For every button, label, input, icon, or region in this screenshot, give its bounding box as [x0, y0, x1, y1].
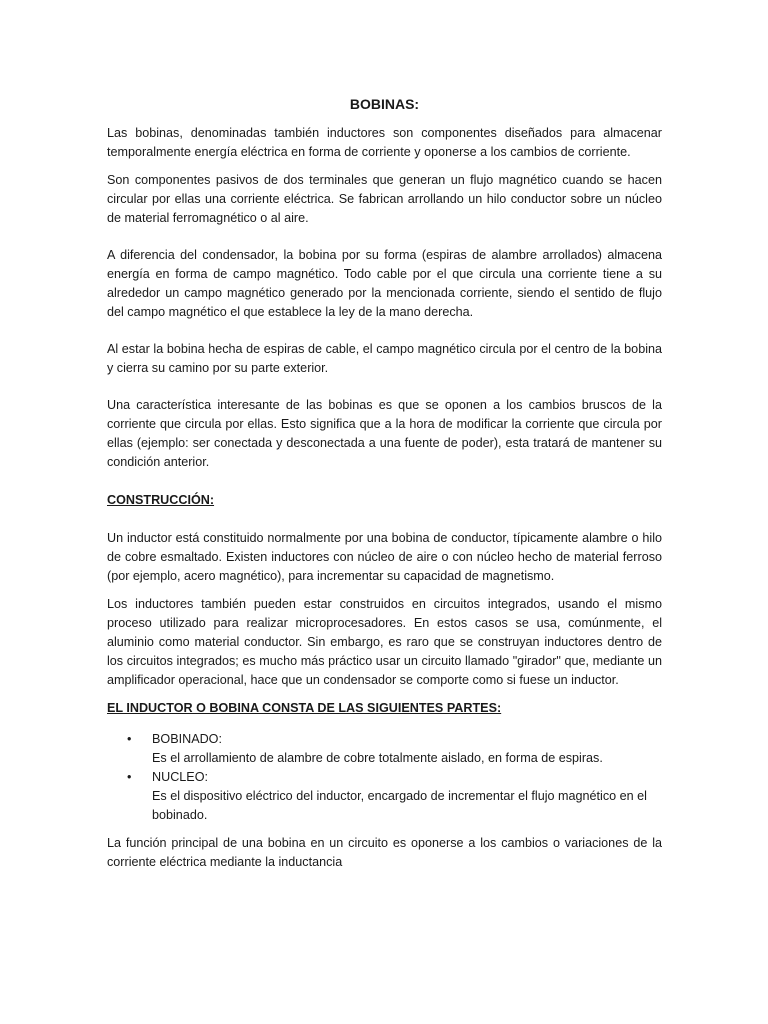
- partes-heading: EL INDUCTOR O BOBINA CONSTA DE LAS SIGUIENTES PARTES:: [107, 701, 502, 715]
- intro-paragraph-2: Son componentes pasivos de dos terminales que generan un flujo magnético cuando se hacen circular por ellas una corriente eléctrica. Se fabrican arrollando un hilo conductor sobre un núcleo de material ferromagnético o al aire.: [107, 173, 662, 225]
- part-description: Es el dispositivo eléctrico del inductor, encargado de incrementar el flujo magnético en el bobinado.: [152, 789, 647, 822]
- bullet-icon: •: [127, 732, 132, 746]
- construccion-paragraph-2: Los inductores también pueden estar construidos en circuitos integrados, usando el mismo proceso utilizado para realizar microprocesadores. En estos casos se usa, comúnmente, el aluminio como material conductor. Sin embargo, es raro que se construyan inductores dentro de los circuitos integrados; es mucho más práctico usar un circuito llamado "girador" que, mediante un amplificador operacional, hace que un condensador se comporte como si fuese un inductor.: [107, 597, 662, 687]
- part-description: Es el arrollamiento de alambre de cobre totalmente aislado, en forma de espiras.: [152, 751, 603, 765]
- intro-paragraph-3: A diferencia del condensador, la bobina por su forma (espiras de alambre arrollados) almacena energía en forma de campo magnético. Todo cable por el que circula una corriente tiene a su alrededor un campo magnético generado por la mencionada corriente, siendo el sentido de flujo del campo magnético el que establece la ley de la mano derecha.: [107, 248, 662, 319]
- parts-list: [107, 730, 662, 825]
- list-item: [107, 768, 662, 825]
- intro-paragraph-4: Al estar la bobina hecha de espiras de cable, el campo magnético circula por el centro de la bobina y cierra su camino por su parte exterior.: [107, 342, 662, 375]
- construccion-heading: CONSTRUCCIÓN:: [107, 493, 215, 507]
- list-item: [107, 730, 662, 768]
- bullet-icon: •: [127, 770, 132, 784]
- part-label: NUCLEO:: [152, 770, 208, 784]
- page-title: BOBINAS:: [349, 96, 420, 112]
- closing-paragraph: La función principal de una bobina en un circuito es oponerse a los cambios o variaciones de la corriente eléctrica mediante la inductancia: [107, 836, 662, 869]
- intro-paragraph-1: Las bobinas, denominadas también inductores son componentes diseñados para almacenar temporalmente energía eléctrica en forma de corriente y oponerse a los cambios de corriente.: [107, 126, 662, 159]
- construccion-paragraph-1: Un inductor está constituido normalmente por una bobina de conductor, típicamente alambre o hilo de cobre esmaltado. Existen inductores con núcleo de aire o con núcleo hecho de material ferroso (por ejemplo, acero magnético), para incrementar su capacidad de magnetismo.: [107, 531, 662, 583]
- intro-paragraph-5: Una característica interesante de las bobinas es que se oponen a los cambios bruscos de la corriente que circula por ellas. Esto significa que a la hora de modificar la corriente que circula por ellas (ejemplo: ser conectada y desconectada a una fuente de poder), esta tratará de mantener su condición anterior.: [107, 398, 662, 469]
- part-label: BOBINADO:: [152, 732, 222, 746]
